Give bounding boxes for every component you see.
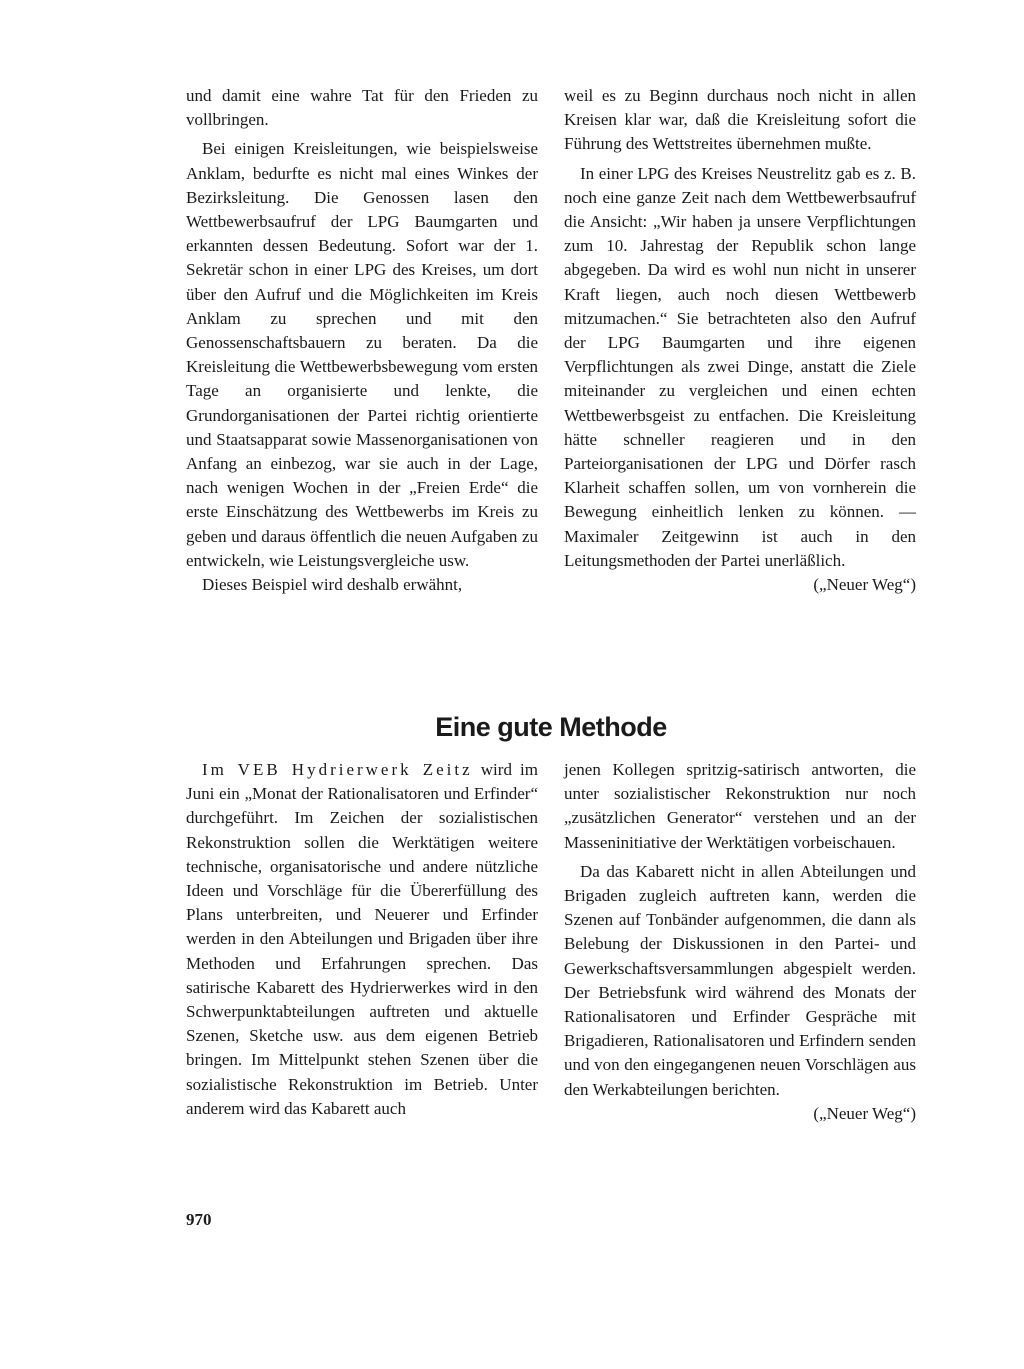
- article1-column-right: [564, 84, 916, 597]
- lead-spaced-text: Im VEB Hydrierwerk Zeitz: [202, 760, 473, 779]
- paragraph: [186, 758, 538, 1121]
- paragraph: Bei einigen Kreisleitungen, wie beispielsweise Anklam, bedurfte es nicht mal eines Winkes der Bezirksleitung. Die Genossen lasen den Wettbewerbsaufruf der LPG Baumgarten und erkannten dessen Bedeutung. Sofort war der 1. Sekretär schon in einer LPG des Kreises, um dort über den Aufruf und die Möglichkeiten im Kreis Anklam zu sprechen und mit den Genossenschaftsbauern zu beraten. Da die Kreisleitung die Wettbewerbsbewegung vom ersten Tage an organisierte und lenkte, die Grundorganisationen der Partei richtig orientierte und Staatsapparat sowie Massenorganisationen von Anfang an einbezog, war sie auch in der Lage, nach wenigen Wochen in der „Freien Erde“ die erste Einschätzung des Wettbewerbs im Kreis zu geben und daraus öffentlich die neuen Aufgaben zu entwickeln, wie Leistungsvergleiche usw.: [186, 139, 538, 570]
- paragraph-text: wird im Juni ein „Monat der Rationalisatoren und Erfinder“ durchgeführt. Im Zeichen der sozialistischen Rekonstruktion sollen die Werktätigen weitere technische, organisatorische und andere nützliche Ideen und Vorschläge für die Übererfüllung des Plans unterbreiten, und Neuerer und Erfinder werden in den Abteilungen und Brigaden über ihre Methoden und Erfahrungen sprechen. Das satirische Kabarett des Hydrierwerkes wird in den Schwerpunktabteilungen auftreten und aktuelle Szenen, Sketche usw. aus dem eigenen Betrieb bringen. Im Mittelpunkt stehen Szenen über die sozialistische Rekonstruktion im Betrieb. Unter anderem wird das Kabarett auch: [186, 760, 538, 1118]
- paragraph: und damit eine wahre Tat für den Frieden zu vollbringen.: [186, 86, 538, 130]
- article1-column-left: [186, 84, 538, 597]
- paragraph: jenen Kollegen spritzig-satirisch antworten, die unter sozialistischer Rekonstruktion nur noch „zusätzlichen Generator“ verstehen und an der Masseninitiative der Werktätigen vorbeischauen.: [564, 760, 916, 852]
- article2-column-right: [564, 758, 916, 1126]
- article2-column-left: [186, 758, 538, 1121]
- source-citation: („Neuer Weg“): [813, 1103, 916, 1123]
- paragraph: In einer LPG des Kreises Neustrelitz gab es z. B. noch eine ganze Zeit nach dem Wettbewerbsaufruf die Ansicht: „Wir haben ja unsere Verpflichtungen zum 10. Jahrestag der Republik schon lange abgegeben. Da wird es wohl nun nicht in unserer Kraft liegen, auch noch diesen Wettbewerb mitzumachen.“ Sie betrachteten also den Aufruf der LPG Baumgarten und ihre eigenen Verpflichtungen als zwei Dinge, anstatt die Ziele miteinander zu vergleichen und einen echten Wettbewerbsgeist zu entfachen. Die Kreisleitung hätte schneller reagieren und in den Parteiorganisationen der LPG und Dörfer rasch Klarheit schaffen sollen, um von vornherein die Bewegung einheitlich lenken zu können. — Maximaler Zeitgewinn ist auch in den Leitungsmethoden der Partei unerläßlich.: [564, 163, 916, 570]
- paragraph: Da das Kabarett nicht in allen Abteilungen und Brigaden zugleich auftreten kann, werden die Szenen auf Tonbänder aufgenommen, die dann als Belebung der Diskussionen in den Partei- und Gewerkschaftsversammlungen abgespielt werden. Der Betriebsfunk wird während des Monats der Rationalisatoren und Erfinder Gespräche mit Brigadieren, Rationalisatoren und Erfindern senden und von den eingegangenen neuen Vorschlägen aus den Werkabteilungen berichten.: [564, 861, 916, 1099]
- paragraph: weil es zu Beginn durchaus noch nicht in allen Kreisen klar war, daß die Kreisleitung sofort die Führung des Wettstreites übernehmen mußte.: [564, 86, 916, 154]
- article-heading: Eine gute Methode: [435, 712, 667, 742]
- page-number: 970: [186, 1210, 212, 1229]
- source-citation: („Neuer Weg“): [813, 575, 916, 595]
- paragraph: Dieses Beispiel wird deshalb erwähnt,: [202, 575, 463, 595]
